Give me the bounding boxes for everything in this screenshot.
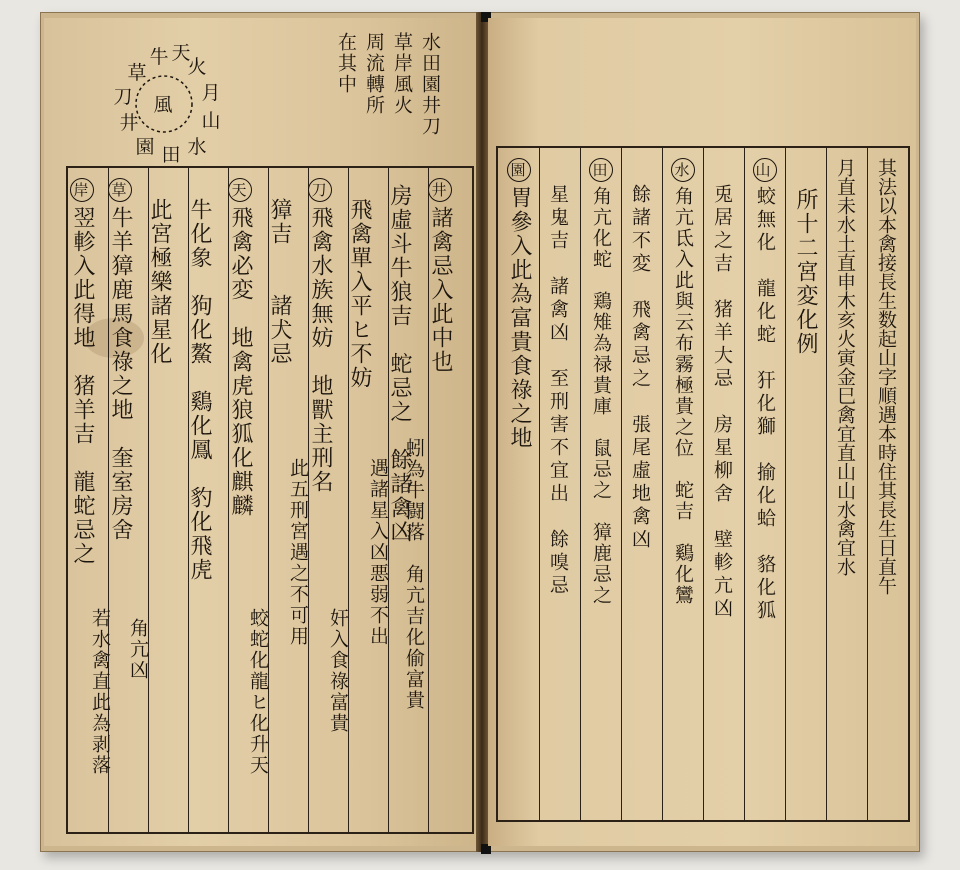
text-column xyxy=(428,178,452,374)
top-note: 在其中 xyxy=(335,32,357,95)
twelve-palace-seal xyxy=(100,40,228,168)
section-heading: 所十二宮変化例 xyxy=(793,188,818,356)
text-column: 遇諸星入凶悪弱不出 xyxy=(367,458,389,647)
seal-char: 刀 xyxy=(113,86,133,108)
text-column: 兎居之吉 猪羊大忌 房星柳舍 壁軫亢凶 xyxy=(711,184,733,621)
palace-tag: 水 xyxy=(671,158,695,182)
text-column xyxy=(753,158,777,623)
palace-tag: 園 xyxy=(507,158,531,182)
seal-char: 火 xyxy=(187,56,207,78)
text-column: 若水禽直此為剥落 xyxy=(89,608,111,776)
right-page xyxy=(488,18,916,846)
text-column: 此五刑宮遇之不可用 xyxy=(287,458,309,647)
seal-char: 草 xyxy=(127,62,147,84)
text-column: 餘諸不変 飛禽忌之 張尾虛地禽凶 xyxy=(629,184,651,552)
seal-char: 井 xyxy=(119,112,139,134)
top-note: 水田園井刀 xyxy=(419,32,441,137)
text-column: 牛化象 狗化鰲 鷄化鳳 豹化飛虎 xyxy=(187,198,212,582)
text-column xyxy=(308,178,332,494)
palace-tag: 岸 xyxy=(70,178,94,202)
text-column xyxy=(228,178,252,518)
text-column: 角亢凶 xyxy=(127,618,149,681)
seal-char: 山 xyxy=(201,110,221,132)
palace-tag: 井 xyxy=(428,178,452,202)
top-note: 草岸風火 xyxy=(391,32,413,116)
column-text: 角亢氐入此與云布霧極貴之位 蛇吉 鷄化鸞 xyxy=(672,186,694,606)
seal-char: 風 xyxy=(153,94,173,116)
column-text: 翌軫入此得地 猪羊吉 龍蛇忌之 xyxy=(70,206,95,566)
seal-char: 天 xyxy=(171,42,191,64)
text-column: 飛禽單入平ヒ不妨 xyxy=(347,198,372,390)
column-text: 諸禽忌入此中也 xyxy=(428,206,453,374)
text-column: 奸入食祿富貴 xyxy=(327,608,349,734)
column-text: 飛禽必変 地禽虎狼狐化麒麟 xyxy=(228,206,253,518)
text-column: 月直未水土直申木亥火寅金巳禽宜直山山水禽宜水 xyxy=(834,158,856,576)
column-text: 蛟無化 龍化蛇 犴化獅 揄化蛤 貉化狐 xyxy=(754,186,776,623)
book-gutter xyxy=(476,12,488,852)
text-column: 星鬼吉 諸禽凶 至刑害不宜出 餘嗅忌 xyxy=(547,184,569,598)
text-column: 此宮極樂諸星化 xyxy=(147,198,172,366)
column-text: 角亢化蛇 鶏雉為禄貴庫 鼠忌之 獐鹿忌之 xyxy=(590,186,612,606)
text-column: 房虛斗牛狼吉 蛇忌之 餘諸禽凶 xyxy=(387,184,412,544)
seal-char: 月 xyxy=(201,82,221,104)
text-column: 蚓為牛闘落 角亢吉化偷富貴 xyxy=(403,438,425,711)
text-column xyxy=(671,158,695,606)
palace-tag: 山 xyxy=(753,158,777,182)
palace-tag: 刀 xyxy=(308,178,332,202)
top-note: 周流轉所 xyxy=(363,32,385,116)
column-text: 飛禽水族無妨 地獸主刑名 xyxy=(308,206,333,494)
text-column xyxy=(108,178,132,542)
seal-char: 水 xyxy=(187,136,207,158)
text-column xyxy=(589,158,613,606)
text-column: 獐吉 諸犬忌 xyxy=(267,198,292,366)
left-page xyxy=(44,18,476,846)
palace-tag: 草 xyxy=(108,178,132,202)
palace-tag: 天 xyxy=(228,178,252,202)
seal-char: 田 xyxy=(161,144,181,166)
seal-char: 園 xyxy=(135,136,155,158)
text-column xyxy=(507,158,531,450)
column-text: 胃參入此為富貴食祿之地 xyxy=(507,186,532,450)
text-column: 蛟蛇化龍ヒ化升天 xyxy=(247,608,269,776)
seal-char: 牛 xyxy=(149,46,169,68)
book-spread xyxy=(40,12,920,852)
text-column: 其法以本禽接長生数起山字順遇本時住其長生日直午 xyxy=(875,158,897,595)
palace-tag: 田 xyxy=(589,158,613,182)
column-text: 牛羊獐鹿馬食祿之地 奎室房舍 xyxy=(108,206,133,542)
text-column xyxy=(70,178,94,566)
